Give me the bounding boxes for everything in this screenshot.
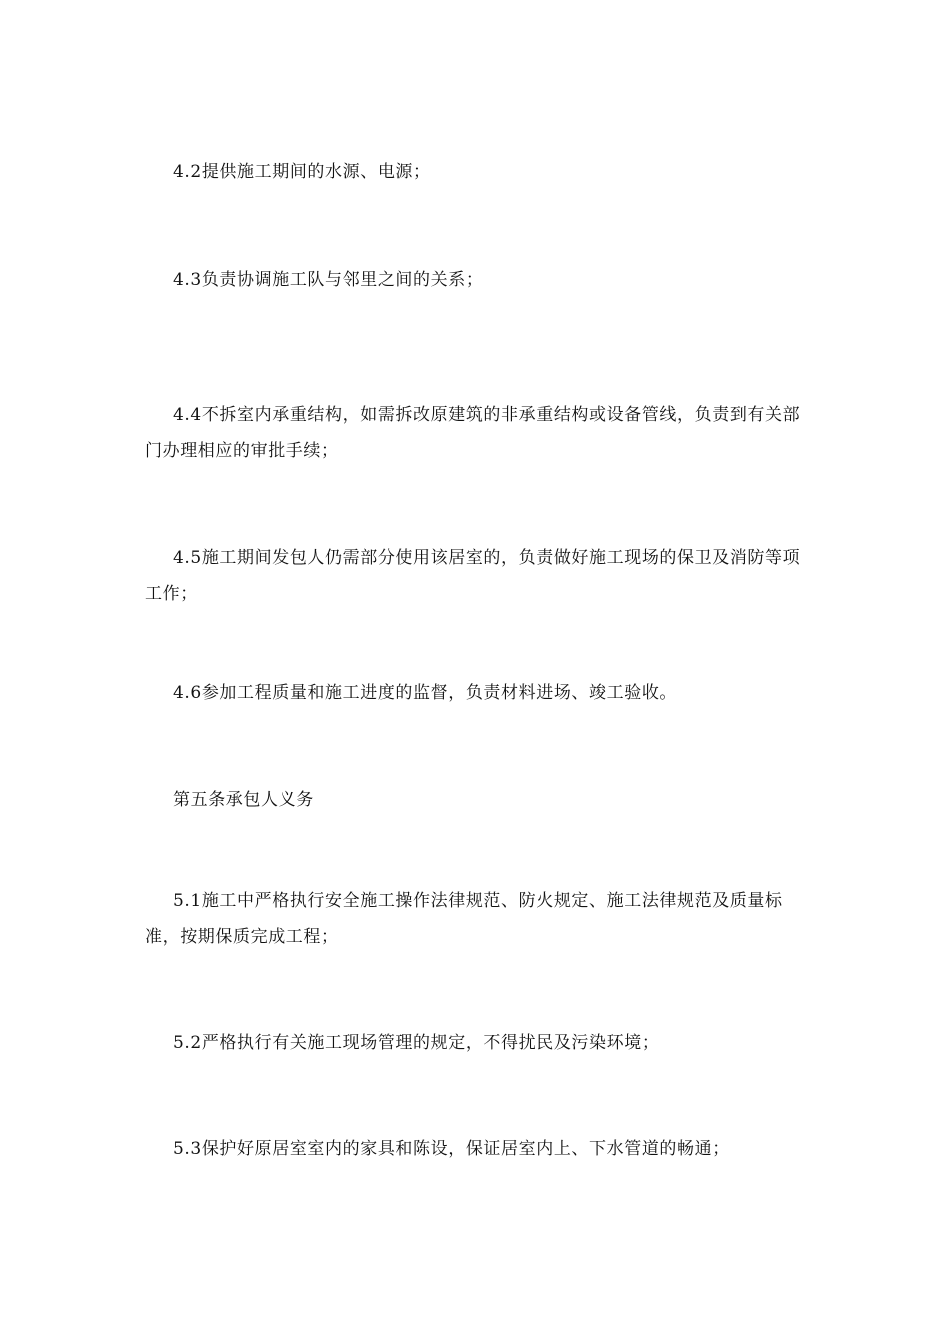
clause-5-2: 5.2严格执行有关施工现场管理的规定，不得扰民及污染环境； [173,1033,660,1053]
clause-4-4: 4.4不拆室内承重结构，如需拆改原建筑的非承重结构或设备管线，负责到有关部门办理相应的审批手续； [145,405,801,461]
clause-4-6: 4.6参加工程质量和施工进度的监督，负责材料进场、竣工验收。 [173,683,678,703]
article-5-heading: 第五条承包人义务 [173,790,314,810]
clause-4-3: 4.3负责协调施工队与邻里之间的关系； [173,270,484,290]
clause-4-5: 4.5施工期间发包人仍需部分使用该居室的，负责做好施工现场的保卫及消防等项工作； [145,548,801,604]
clause-5-1: 5.1施工中严格执行安全施工操作法律规范、防火规定、施工法律规范及质量标准，按期保质完成工程； [145,891,783,947]
clause-4-2: 4.2提供施工期间的水源、电源； [173,162,431,182]
clause-5-3: 5.3保护好原居室室内的家具和陈设，保证居室内上、下水管道的畅通； [173,1139,730,1159]
